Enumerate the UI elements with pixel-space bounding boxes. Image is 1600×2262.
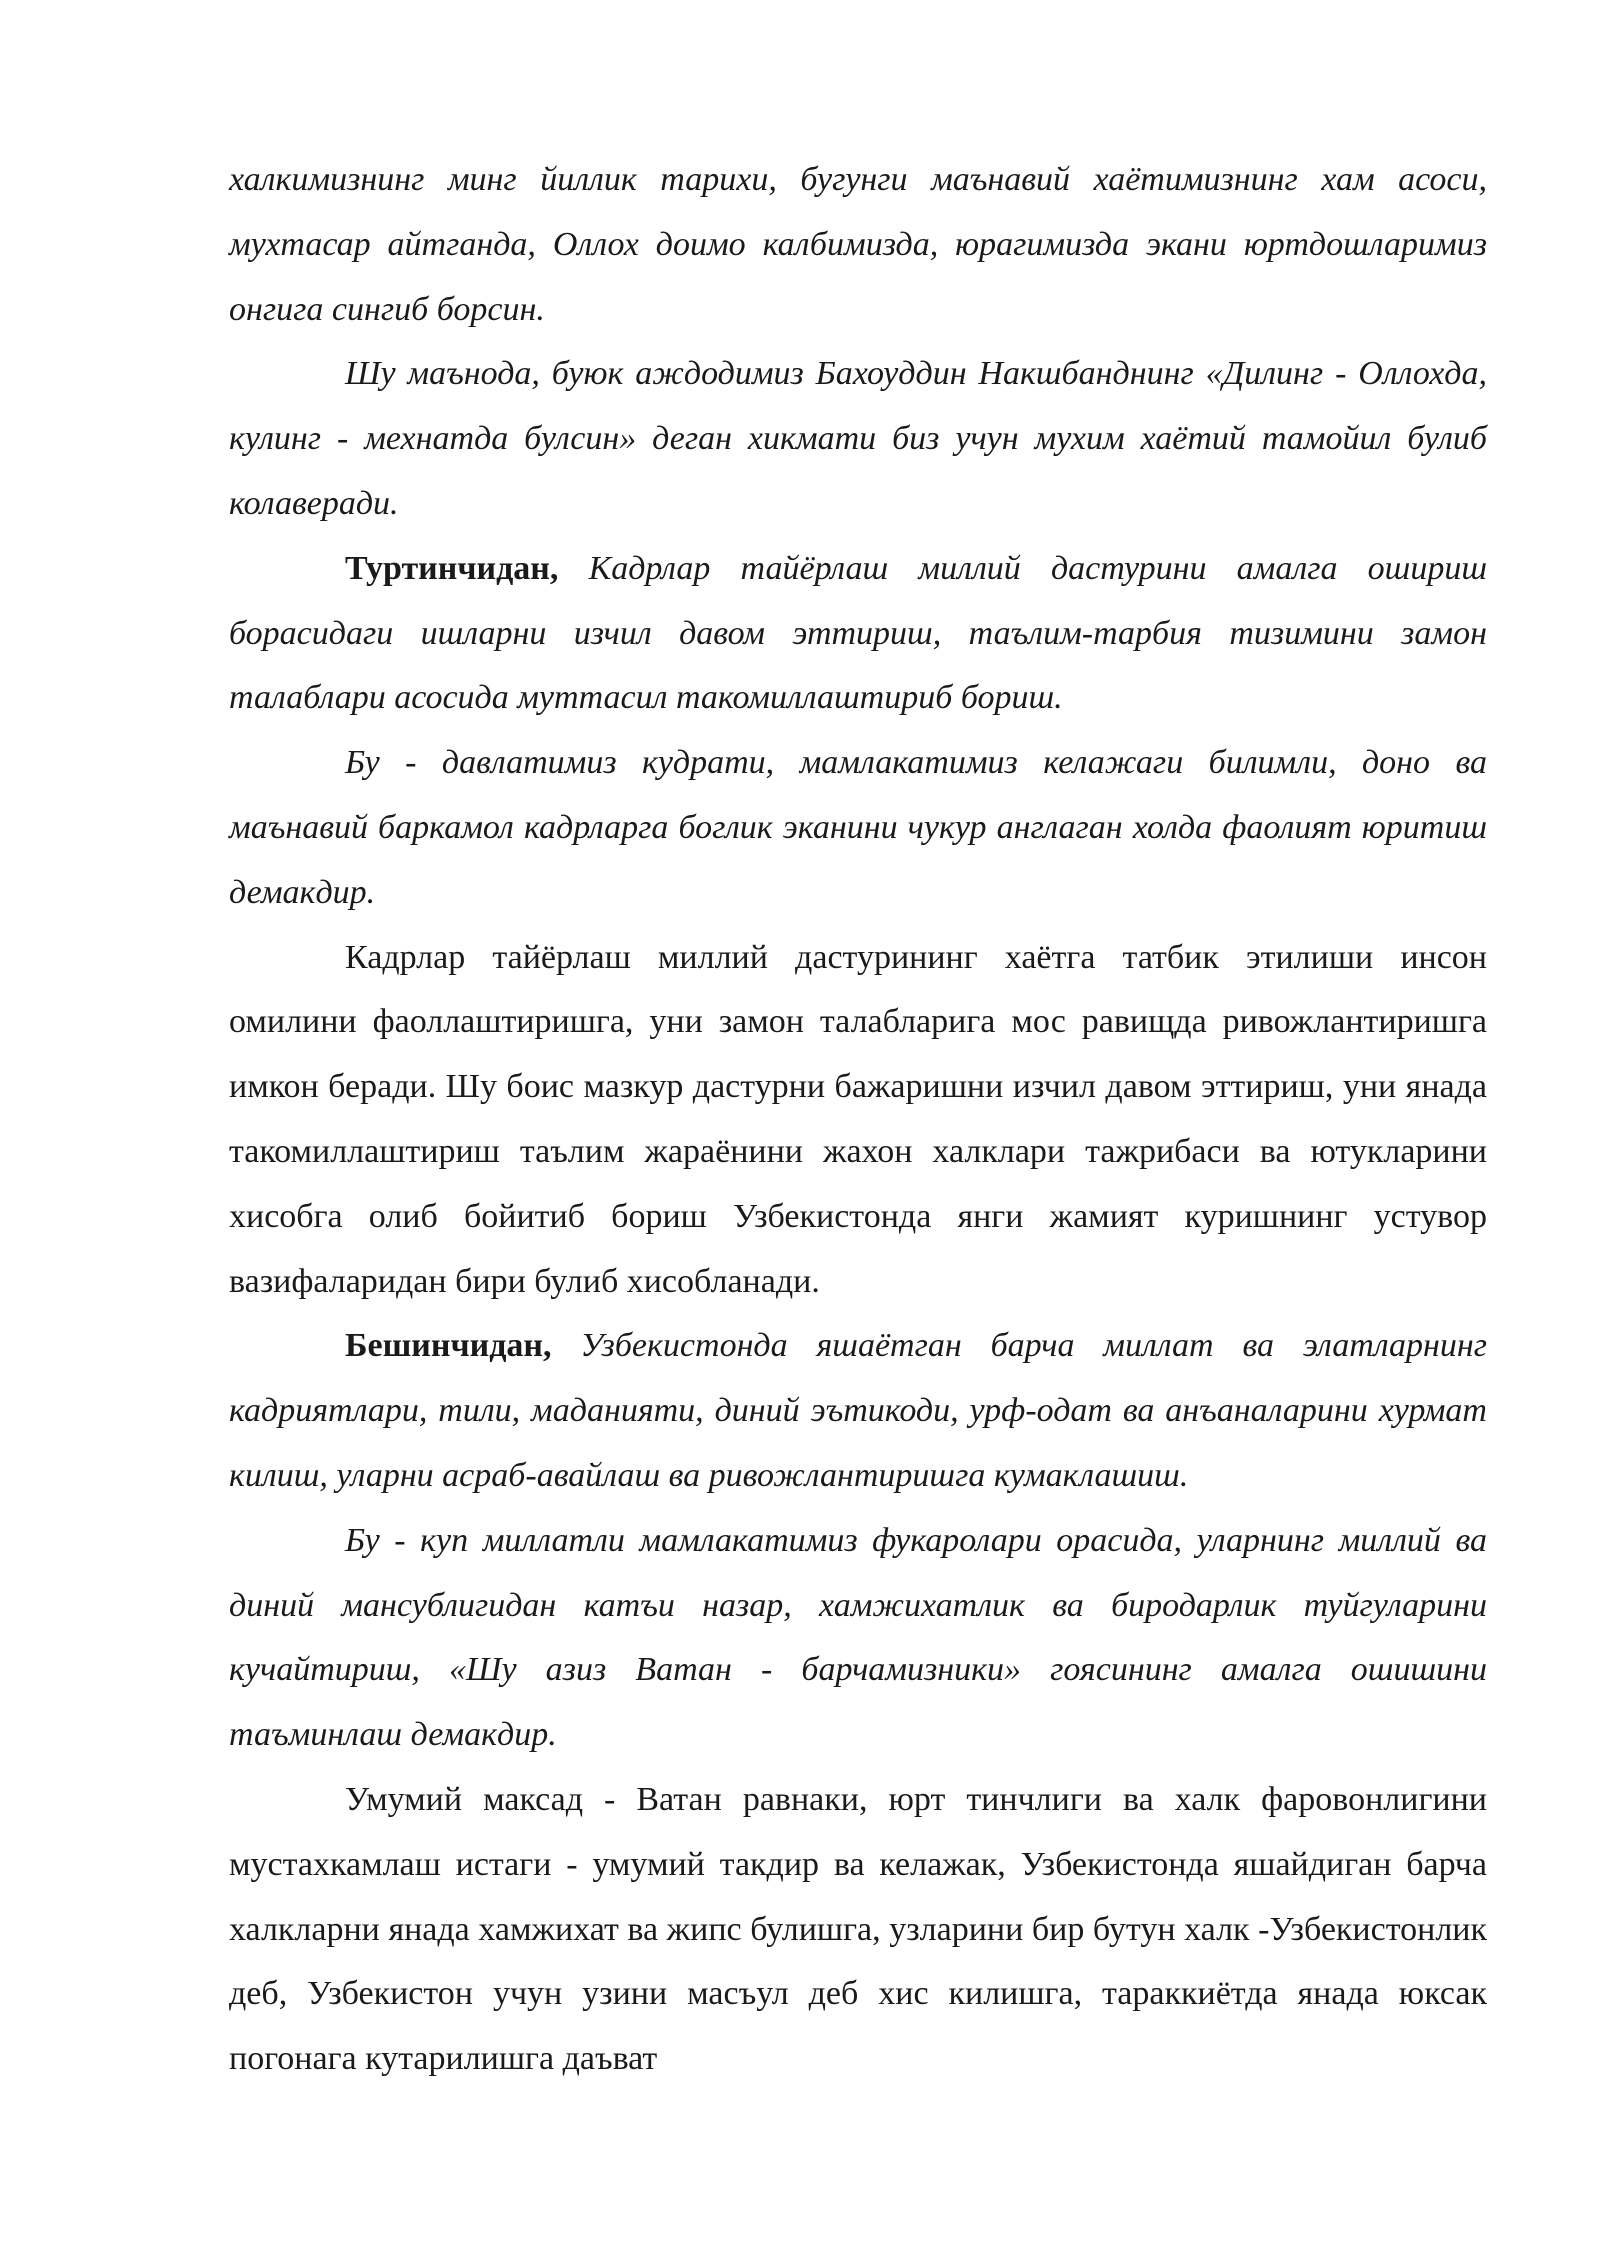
- paragraph-text: халкимизнинг минг йиллик тарихи, бугунги маънавий хаётимизнинг хам асоси, мухтасар айтганда, Оллох доимо калбимизда, юрагимизда экани юртдошларимиз онгига сингиб борсин.: [229, 161, 1487, 328]
- paragraph-1: [229, 148, 1487, 342]
- paragraph-lead-fourth: Туртинчидан,: [345, 549, 559, 587]
- paragraph-4: [229, 731, 1487, 925]
- paragraph-7: [229, 1509, 1487, 1768]
- paragraph-text: Умумий максад - Ватан равнаки, юрт тинчлиги ва халк фаровонлигини мустахкамлаш истаги - умумий такдир ва келажак, Узбекистонда яшайдиган барча халкларни янада хамжихат ва жипс булишга, узларини бир бутун халк -Узбекистонлик деб, Узбекистон учун узини масъул деб хис килишга, тараккиётда янада юксак погонага кутарилишга даъват: [229, 1780, 1487, 2078]
- paragraph-6: [229, 1314, 1487, 1508]
- paragraph-2: [229, 342, 1487, 536]
- paragraph-text: Узбекистонда яшаётган барча миллат ва элатларнинг кадриятлари, тили, маданияти, диний эътикоди, урф-одат ва анъаналарини хурмат килиш, уларни асраб-авайлаш ва ривожлантиришга кумаклашиш.: [229, 1327, 1488, 1494]
- paragraph-8: [229, 1768, 1487, 2092]
- paragraph-text: Бу - куп миллатли мамлакатимиз фукаролари орасида, уларнинг миллий ва диний мансублигидан катъи назар, хамжихатлик ва биродарлик туйгуларини кучайтириш, «Шу азиз Ватан - барчамизники» гоясининг амалга ошишини таъминлаш демакдир.: [229, 1521, 1487, 1754]
- paragraph-3: [229, 537, 1487, 731]
- document-body: [229, 148, 1487, 2092]
- paragraph-text: Кадрлар тайёрлаш миллий дастурини амалга ошириш борасидаги ишларни изчил давом эттириш, таълим-тарбия тизимини замон талаблари асосида муттасил такомиллаштириб бориш.: [229, 549, 1488, 717]
- paragraph-lead-fifth: Бешинчидан,: [345, 1327, 552, 1365]
- paragraph-text: Бу - давлатимиз кудрати, мамлакатимиз келажаги билимли, доно ва маънавий баркамол кадрларга боглик эканини чукур англаган холда фаолият юритиш демакдир.: [229, 744, 1487, 911]
- paragraph-text: Шу маънода, буюк аждодимиз Бахоуддин Накшбанднинг «Дилинг - Оллохда, кулинг - мехнатда булсин» деган хикмати биз учун мухим хаётий тамойил булиб колаверади.: [229, 355, 1487, 522]
- paragraph-text: Кадрлар тайёрлаш миллий дастурининг хаётга татбик этилиши инсон омилини фаоллаштиришга, уни замон талабларига мос равищда ривожлантиришга имкон беради. Шу боис мазкур дастурни бажаришни изчил давом эттириш, уни янада такомиллаштириш таълим жараёнини жахон халклари тажрибаси ва ютукларини хисобга олиб бойитиб бориш Узбекистонда янги жамият куришнинг устувор вазифаларидан бири булиб хисобланади.: [229, 938, 1487, 1300]
- paragraph-5: [229, 926, 1487, 1315]
